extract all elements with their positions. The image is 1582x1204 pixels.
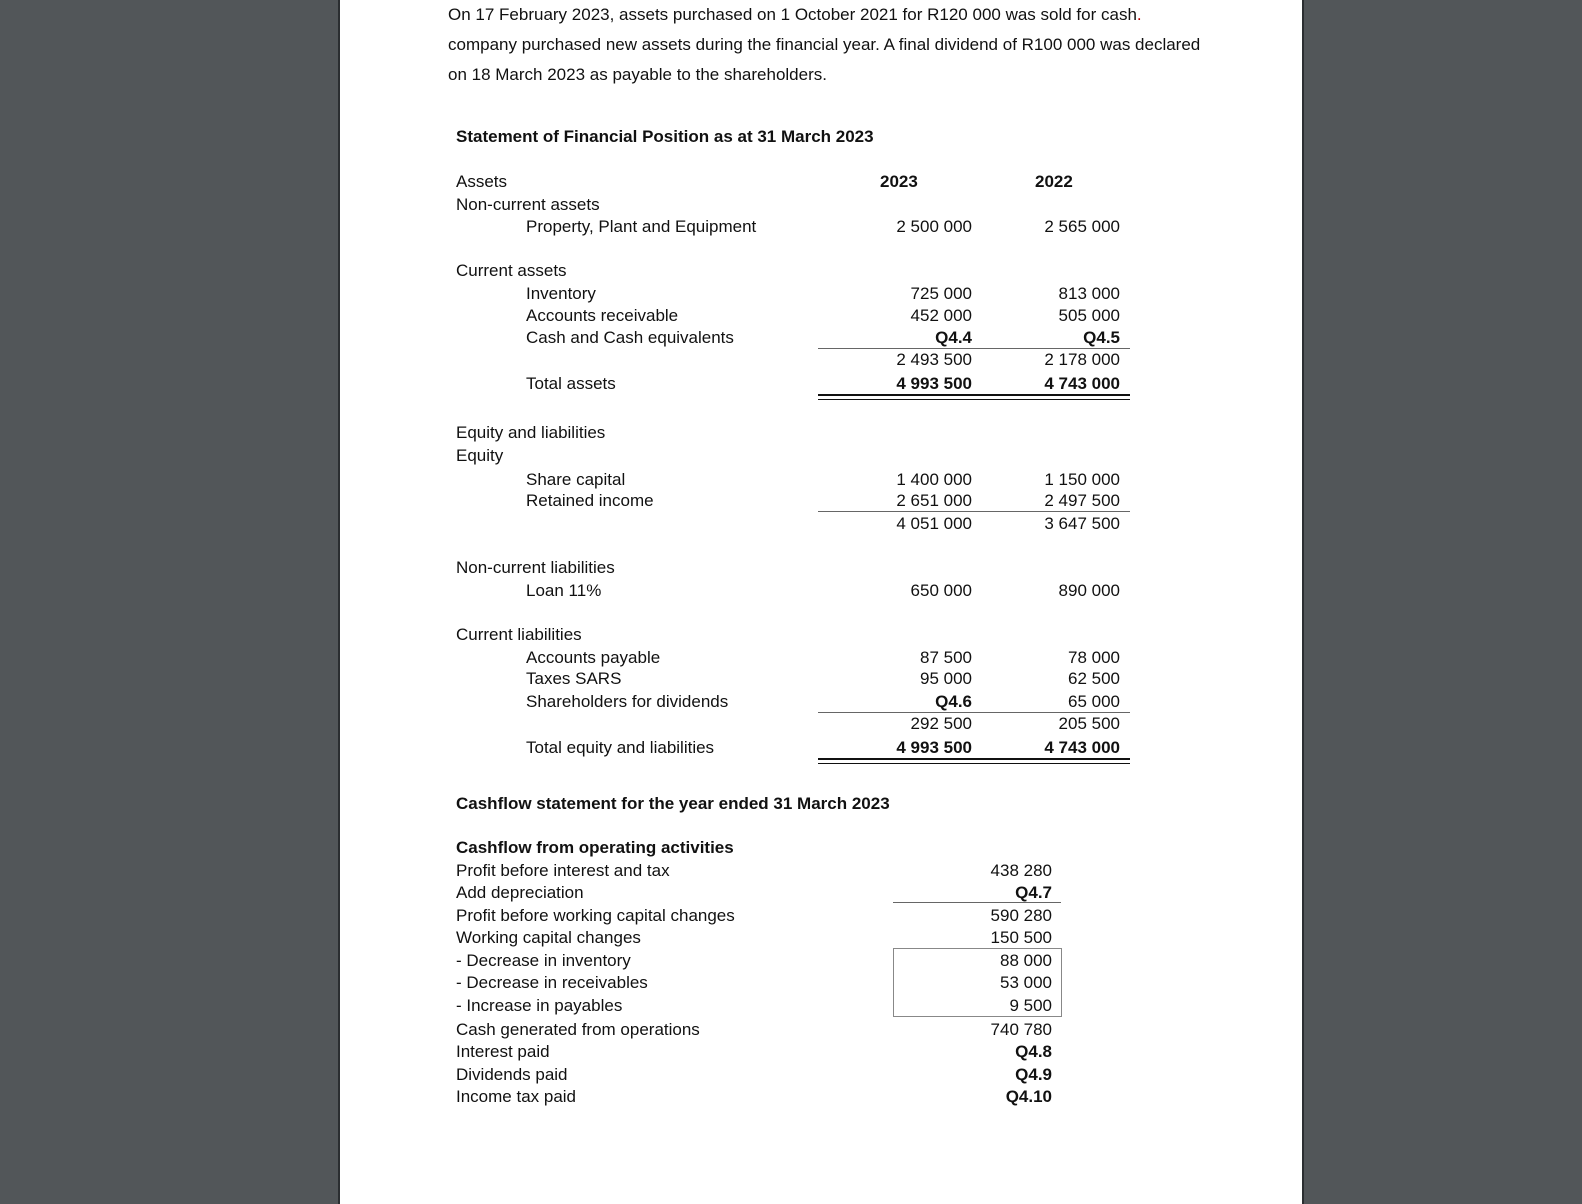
col-header-2022: 2022 [1035, 172, 1073, 191]
cf-row-value-question: Q4.7 [1015, 883, 1052, 902]
retained-income-label: Retained income [526, 491, 654, 510]
subtotal-rule [818, 712, 1130, 713]
cf-row-value-question: Q4.10 [1005, 1087, 1052, 1106]
cf-row-label: Profit before working capital changes [456, 906, 735, 925]
total-assets-2022: 4 743 000 [1044, 374, 1120, 393]
payables-2023: 87 500 [920, 648, 972, 667]
current-liabilities-total-2022: 205 500 [1058, 714, 1120, 733]
current-liabilities-total-2023: 292 500 [910, 714, 972, 733]
cf-row-label: - Decrease in receivables [456, 973, 648, 992]
non-current-assets-heading: Non-current assets [456, 195, 600, 214]
current-assets-total-2022: 2 178 000 [1044, 350, 1120, 369]
cf-row-value: 150 500 [990, 928, 1052, 947]
receivables-label: Accounts receivable [526, 306, 679, 325]
document-page [338, 0, 1304, 1204]
share-capital-2023: 1 400 000 [896, 470, 972, 489]
total-eq-liab-label: Total equity and liabilities [526, 738, 715, 757]
cf-row-label: Working capital changes [456, 928, 641, 947]
inventory-2022: 813 000 [1058, 284, 1120, 303]
cash-2023-question: Q4.4 [935, 328, 972, 347]
intro-period: . [1136, 5, 1142, 24]
total-assets-2023: 4 993 500 [896, 374, 972, 393]
col-header-2023: 2023 [880, 172, 918, 191]
dividends-2023-question: Q4.6 [935, 692, 972, 711]
inventory-label: Inventory [526, 284, 596, 303]
equity-heading: Equity [456, 446, 504, 465]
share-capital-label: Share capital [526, 470, 626, 489]
cf-row-value: 438 280 [990, 861, 1052, 880]
cf-row-label: Profit before interest and tax [456, 861, 670, 880]
current-assets-heading: Current assets [456, 261, 567, 280]
cf-row-value: 88 000 [1000, 951, 1052, 970]
cf-row-label: - Increase in payables [456, 996, 623, 1015]
taxes-2023: 95 000 [920, 669, 972, 688]
payables-label: Accounts payable [526, 648, 661, 667]
cf-row-label: Income tax paid [456, 1087, 577, 1106]
total-eq-liab-2022: 4 743 000 [1044, 738, 1120, 757]
dividends-2022: 65 000 [1068, 692, 1120, 711]
loan-label: Loan 11% [526, 581, 602, 600]
assets-heading: Assets [456, 172, 508, 191]
subtotal-rule [893, 902, 1061, 903]
intro-line-1 [448, 0, 1142, 30]
loan-2022: 890 000 [1058, 581, 1120, 600]
intro-text-1: On 17 February 2023, assets purchased on 1 October 2021 for R120 000 was sold for cash [448, 5, 1137, 24]
total-double-rule [818, 394, 1130, 400]
loan-2023: 650 000 [910, 581, 972, 600]
cashflow-title: Cashflow statement for the year ended 31 March 2023 [456, 794, 890, 813]
cf-row-label: Cash generated from operations [456, 1020, 700, 1039]
intro-line-3: on 18 March 2023 as payable to the shareholders. [448, 65, 827, 84]
current-assets-total-2023: 2 493 500 [896, 350, 972, 369]
cf-row-label: Interest paid [456, 1042, 550, 1061]
ppe-label: Property, Plant and Equipment [526, 217, 757, 236]
equity-liabilities-heading: Equity and liabilities [456, 423, 606, 442]
cf-row-value-question: Q4.8 [1015, 1042, 1052, 1061]
dividends-label: Shareholders for dividends [526, 692, 729, 711]
subtotal-rule [818, 348, 1130, 349]
subtotal-rule [818, 511, 1130, 512]
cf-row-value: 740 780 [990, 1020, 1052, 1039]
share-capital-2022: 1 150 000 [1044, 470, 1120, 489]
cf-row-label: - Decrease in inventory [456, 951, 631, 970]
total-double-rule [818, 758, 1130, 764]
cash-label: Cash and Cash equivalents [526, 328, 734, 347]
taxes-2022: 62 500 [1068, 669, 1120, 688]
cf-row-label: Add depreciation [456, 883, 584, 902]
receivables-2023: 452 000 [910, 306, 972, 325]
total-assets-label: Total assets [526, 374, 616, 393]
ppe-2023: 2 500 000 [896, 217, 972, 236]
total-eq-liab-2023: 4 993 500 [896, 738, 972, 757]
non-current-liabilities-heading: Non-current liabilities [456, 558, 615, 577]
cashflow-section-heading: Cashflow from operating activities [456, 838, 734, 857]
cf-row-value: 590 280 [990, 906, 1052, 925]
intro-line-2: company purchased new assets during the financial year. A final dividend of R100 000 was declared [448, 35, 1201, 54]
receivables-2022: 505 000 [1058, 306, 1120, 325]
equity-total-2023: 4 051 000 [896, 514, 972, 533]
retained-income-2022: 2 497 500 [1044, 491, 1120, 510]
cash-2022-question: Q4.5 [1083, 328, 1120, 347]
ppe-2022: 2 565 000 [1044, 217, 1120, 236]
equity-total-2022: 3 647 500 [1044, 514, 1120, 533]
cf-row-value: 9 500 [1009, 996, 1052, 1015]
cf-row-label: Dividends paid [456, 1065, 568, 1084]
current-liabilities-heading: Current liabilities [456, 625, 582, 644]
cf-row-value-question: Q4.9 [1015, 1065, 1052, 1084]
taxes-label: Taxes SARS [526, 669, 622, 688]
payables-2022: 78 000 [1068, 648, 1120, 667]
sofp-title: Statement of Financial Position as at 31 March 2023 [456, 127, 874, 146]
cf-row-value: 53 000 [1000, 973, 1052, 992]
retained-income-2023: 2 651 000 [896, 491, 972, 510]
inventory-2023: 725 000 [910, 284, 972, 303]
